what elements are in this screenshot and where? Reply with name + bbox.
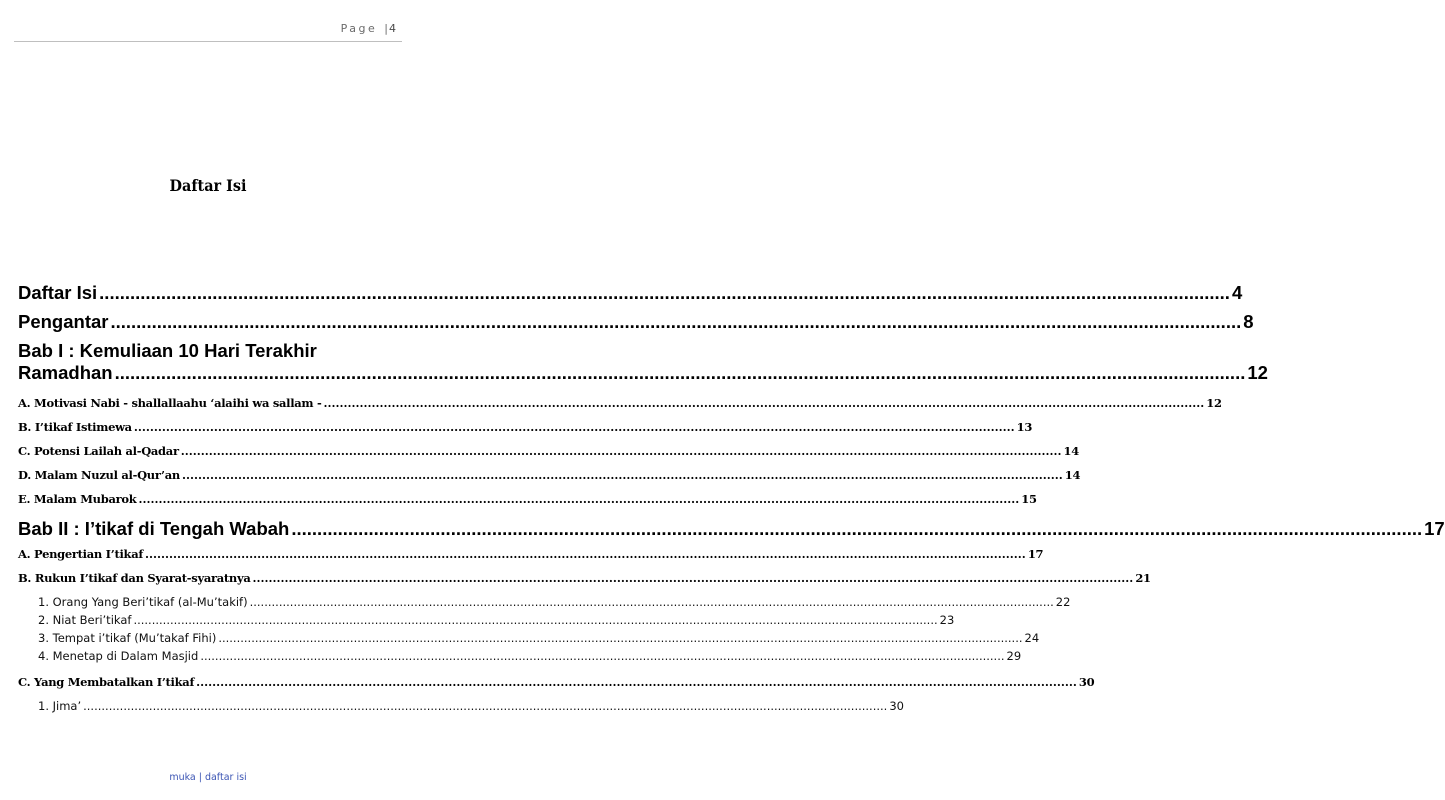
toc-dot-leader: ............................................................................................................................................................................................................................	[133, 420, 1015, 434]
toc-entry-label: Pengantar	[18, 311, 109, 332]
toc-entry-label: 2. Niat Beri’tikaf	[38, 613, 132, 627]
table-of-contents	[18, 282, 1445, 717]
toc-dot-leader: ............................................................................................................................................................................................................................	[180, 444, 1062, 458]
toc-entry[interactable]	[18, 311, 1254, 333]
toc-entry-page: 30	[1078, 675, 1095, 689]
toc-entry[interactable]	[18, 547, 1044, 561]
header-rule	[14, 41, 402, 42]
toc-entry[interactable]	[18, 631, 1040, 645]
toc-entry-label: Ramadhan	[18, 362, 113, 383]
toc-entry[interactable]	[18, 571, 1151, 585]
toc-dot-leader: ............................................................................................................................................................................................................................	[114, 362, 1246, 383]
toc-entry-label: Bab II : I’tikaf di Tengah Wabah	[18, 518, 290, 539]
toc-entry[interactable]	[18, 518, 1445, 540]
toc-dot-leader: ............................................................................................................................................................................................................................	[218, 631, 1023, 645]
toc-entry-label: B. Rukun I’tikaf dan Syarat-syaratnya	[18, 571, 251, 585]
toc-dot-leader: ............................................................................................................................................................................................................................	[110, 311, 1242, 332]
toc-entry-label-line[interactable]: Bab I : Kemuliaan 10 Hari Terakhir	[18, 340, 317, 361]
toc-entry-page: 14	[1063, 444, 1079, 458]
toc-entry[interactable]	[18, 699, 904, 713]
toc-dot-leader: ............................................................................................................................................................................................................................	[252, 571, 1134, 585]
toc-entry[interactable]	[18, 396, 1222, 410]
toc-entry[interactable]	[18, 444, 1079, 458]
toc-entry-label: 1. Orang Yang Beri’tikaf (al-Mu’takif)	[38, 595, 248, 609]
toc-entry-label: C. Yang Membatalkan I’tikaf	[18, 675, 195, 689]
toc-entry[interactable]	[18, 492, 1037, 506]
toc-entry[interactable]	[18, 420, 1033, 434]
toc-dot-leader: ............................................................................................................................................................................................................................	[249, 595, 1054, 609]
footer-nav	[0, 772, 416, 783]
toc-entry-page: 24	[1024, 631, 1040, 645]
toc-entry[interactable]	[18, 282, 1243, 304]
toc-entry-label: C. Potensi Lailah al-Qadar	[18, 444, 179, 458]
toc-entry[interactable]	[18, 675, 1095, 689]
toc-entry-page: 30	[889, 699, 904, 713]
page-number: 4	[389, 22, 396, 35]
toc-entry-page: 23	[939, 613, 955, 627]
toc-dot-leader: ............................................................................................................................................................................................................................	[133, 613, 938, 627]
toc-dot-leader: ............................................................................................................................................................................................................................	[196, 675, 1077, 689]
toc-entry[interactable]	[18, 595, 1071, 609]
footer-link-toc[interactable]: daftar isi	[204, 772, 247, 783]
toc-entry-page: 14	[1064, 468, 1081, 482]
toc-entry-label: A. Pengertian I’tikaf	[18, 547, 143, 561]
page-word: Page	[340, 22, 378, 35]
toc-entry[interactable]	[18, 362, 1268, 384]
toc-dot-leader: ............................................................................................................................................................................................................................	[323, 396, 1205, 410]
toc-entry-label: D. Malam Nuzul al-Qur’an	[18, 468, 180, 482]
page-header	[341, 22, 396, 35]
toc-entry-page: 13	[1016, 420, 1033, 434]
toc-entry-page: 15	[1021, 492, 1037, 506]
toc-dot-leader: ............................................................................................................................................................................................................................	[200, 649, 1005, 663]
toc-dot-leader: ............................................................................................................................................................................................................................	[145, 547, 1026, 561]
toc-dot-leader: ............................................................................................................................................................................................................................	[291, 518, 1423, 539]
footer-separator: |	[198, 772, 202, 783]
toc-dot-leader: ............................................................................................................................................................................................................................	[138, 492, 1020, 506]
toc-entry-page: 17	[1424, 518, 1445, 539]
toc-entry-page: 29	[1006, 649, 1022, 663]
toc-entry-page: 12	[1206, 396, 1222, 410]
toc-entry-page: 22	[1055, 595, 1071, 609]
toc-entry-page: 8	[1243, 311, 1254, 332]
toc-entry-label: E. Malam Mubarok	[18, 492, 137, 506]
toc-entry[interactable]	[18, 468, 1081, 482]
toc-entry-page: 21	[1135, 571, 1151, 585]
toc-entry-label: A. Motivasi Nabi - shallallaahu ‘alaihi wa sallam -	[18, 396, 322, 410]
toc-entry-label: Daftar Isi	[18, 282, 98, 303]
toc-entry-page: 12	[1247, 362, 1268, 383]
toc-entry-page: 17	[1027, 547, 1044, 561]
toc-dot-leader: ............................................................................................................................................................................................................................	[99, 282, 1230, 303]
toc-entry-page: 4	[1231, 282, 1243, 303]
toc-dot-leader: ............................................................................................................................................................................................................................	[181, 468, 1063, 482]
document-title: Daftar Isi	[169, 176, 247, 195]
toc-entry[interactable]	[18, 649, 1022, 663]
toc-entry-label: 1. Jima’	[38, 699, 82, 713]
toc-entry-label: 3. Tempat i’tikaf (Mu’takaf Fihi)	[38, 631, 217, 645]
toc-dot-leader: ............................................................................................................................................................................................................................	[83, 699, 888, 713]
footer-link-home[interactable]: muka	[169, 772, 196, 783]
page-separator: |	[384, 22, 388, 35]
toc-entry[interactable]	[18, 613, 955, 627]
toc-entry-label: 4. Menetap di Dalam Masjid	[38, 649, 199, 663]
toc-entry-label: B. I’tikaf Istimewa	[18, 420, 132, 434]
